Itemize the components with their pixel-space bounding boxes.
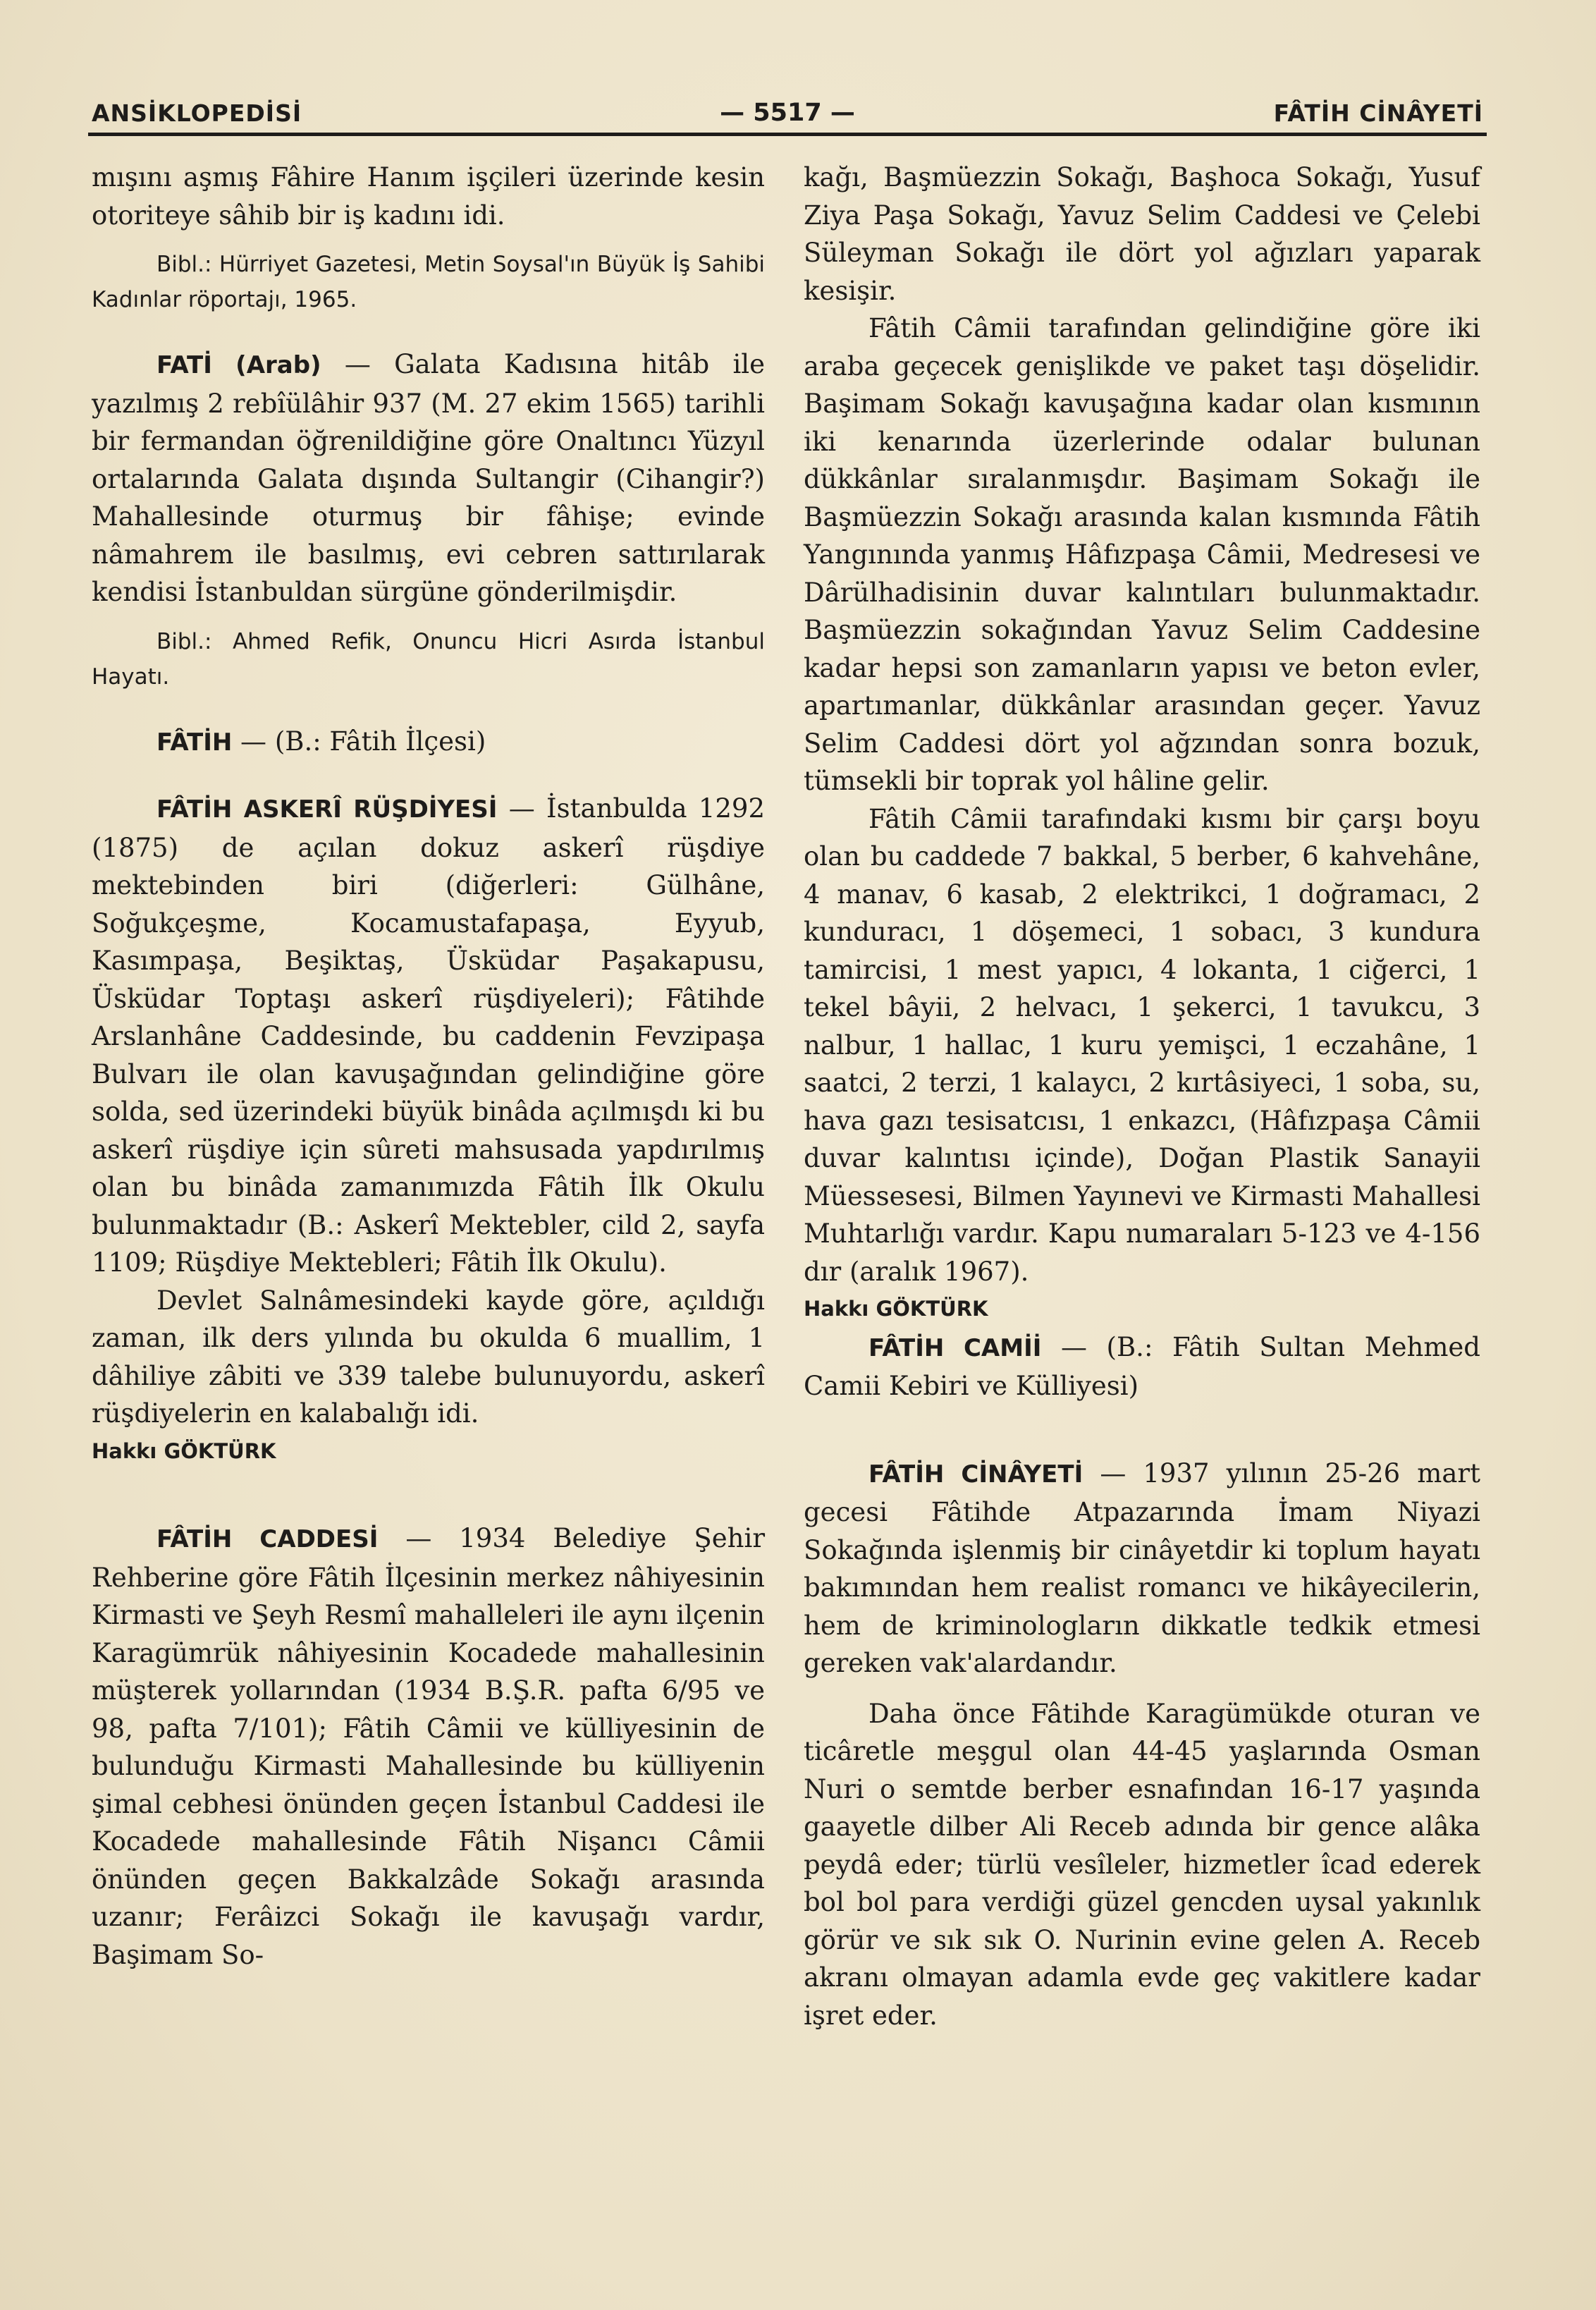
page-header <box>92 76 1483 133</box>
entry-title-cinayet: FÂTİH CİNÂYETİ <box>868 1460 1084 1489</box>
signature-2: Hakkı GÖKTÜRK <box>804 1297 988 1321</box>
entry-title-fati: FATİ (Arab) <box>156 351 321 379</box>
cadde-paragraph-3: Fâtih Câmii tarafındaki kısmı bir çarşı boyu olan bu caddede 7 bakkal, 5 berber, 6 kahvehâne, 4 manav, 6 kasab, 2 elektrikci, 1 doğramacı, 2 kunduracı, 1 döşemeci, 1 sobacı, 3 kundura tamircisi, 1 mest yapıcı, 4 lokanta, 1 ciğerci, 1 tekel bâyii, 2 helvacı, 1 şekerci, 1 tavukcu, 3 nalbur, 1 hallac, 1 kuru yemişci, 1 eczahâne, 1 saatci, 2 terzi, 1 kalaycı, 2 kırtâsiyeci, 1 soba, su, hava gazı tesisatcısı, 1 enkazcı, (Hâfızpaşa Câmii duvar kalıntısı içinde), Doğan Plastik Sanayii Müessesesi, Bilmen Yayınevi ve Kirmasti Mahallesi Muhtarlığı vardır. Kapu numaraları 5-123 ve 4-156 dır (aralık 1967). <box>804 803 1480 1287</box>
entry-title-cadde: FÂTİH CADDESİ <box>156 1525 379 1553</box>
entry-fatih <box>92 723 765 762</box>
cadde-paragraph-2: Fâtih Câmii tarafından gelindiğine göre iki araba geçecek genişlikde ve paket taşı döşelidir. Başimam Sokağı kavuşağına kadar olan kısmının iki kenarında üzerlerinde odalar bulunan dükkânlar sıralanmışdır. Başimam Sokağı ile Başmüezzin Sokağı arasında kalan kısmında Fâtih Yangınında yanmış Hâfızpaşa Câmii, Medresesi ve Dârülhadisinin duvar kalıntıları bulunmaktadır. Başmüezzin sokağından Yavuz Selim Caddesine kadar hepsi son zamanların yapısı ve beton evler, apartımanlar, dükkânlar arasından geçer. Yavuz Selim Caddesi dört yol ağzından sonra bozuk, tümsekli bir toprak yol hâline gelir. <box>804 313 1480 796</box>
entry-text-fati: — Galata Kadısına hitâb ile yazılmış 2 rebîülâhir 937 (M. 27 ekim 1565) tarihli bir fermandan öğrenildiğine göre Onaltıncı Yüzyıl ortalarında Galata dışında Sultangir (Cihangir?) Mahallesinde oturmuş bir fâhişe; evinde nâmahrem ile basılmış, evi cebren sattırılarak kendisi İstanbuldan sürgüne gönderilmişdir. <box>92 349 766 607</box>
cadde-continued: kağı, Başmüezzin Sokağı, Başhoca Sokağı, Yusuf Ziya Paşa Sokağı, Yavuz Selim Caddesi ve Çelebi Süleyman Sokağı ile dört yol ağızları yaparak kesişir. <box>804 162 1480 306</box>
header-rule <box>88 133 1487 136</box>
running-head-right: FÂTİH CİNÂYETİ <box>1273 99 1483 127</box>
entry-text-cadde: — 1934 Belediye Şehir Rehberine göre Fâtih İlçesinin merkez nâhiyesinin Kirmasti ve Şeyh Resmî mahalleleri ile aynı ilçenin Karagümrük nâhiyesinin Kocadede mahallesinin müşterek yollarından (1934 B.Ş.R. pafta 6/95 ve 98, pafta 7/101); Fâtih Câmii ve külliyesinin de bulunduğu Kirmasti Mahallesinde bu külliyenin şimal cebhesi önünden geçen İstanbul Caddesi ile Kocadede mahallesinde Fâtih Nişancı Câmii önünden geçen Bakkalzâde Sokağı arasında uzanır; Ferâizci Sokağı ile kavuşağı vardır, Başimam So- <box>92 1523 766 1970</box>
right-column <box>804 159 1480 2034</box>
entry-text-fatih: — (B.: Fâtih İlçesi) <box>232 726 486 757</box>
entry-title-rusdiye: FÂTİH ASKERÎ RÜŞDİYESİ <box>156 795 498 824</box>
paragraph-continued: mışını aşmış Fâhire Hanım işçileri üzerinde kesin otoriteye sâhib bir iş kadını idi. <box>92 162 765 231</box>
bibliography-1: Bibl.: Hürriyet Gazetesi, Metin Soysal'ın Büyük İş Sahibi Kadınlar röportajı, 1965. <box>92 252 765 312</box>
entry-cadde <box>92 1520 765 1974</box>
entry-title-fatih: FÂTİH <box>156 728 233 757</box>
entry-text-rusdiye: — İstanbulda 1292 (1875) de açılan dokuz askerî rüşdiye mektebinden biri (diğerleri: Gülhâne, Soğukçeşme, Kocamustafapaşa, Eyyub, Kasımpaşa, Beşiktaş, Üsküdar Paşakapusu, Üsküdar Toptaşı askerî rüşdiyeleri); Fâtihde Arslanhâne Caddesinde, bu caddenin Fevzipaşa Bulvarı ile olan kavuşağından gelindiğine göre solda, sed üzerindeki büyük binâda açılmışdı ki bu askerî rüşdiye için sûreti mahsusada yapdırılmış olan bu binâda zamanımızda Fâtih İlk Okulu bulunmaktadır (B.: Askerî Mektebler, cild 2, sayfa 1109; Rüşdiye Mektebleri; Fâtih İlk Okulu). <box>92 793 765 1278</box>
entry-title-camii: FÂTİH CAMİİ <box>868 1333 1042 1362</box>
bibliography-2: Bibl.: Ahmed Refik, Onuncu Hicri Asırda İstanbul Hayatı. <box>92 628 765 690</box>
signature-1: Hakkı GÖKTÜRK <box>92 1438 276 1463</box>
page-number: — 5517 — <box>720 99 855 127</box>
entry-text-camii: — (B.: Fâtih Sultan Mehmed Camii Kebiri ve Külliyesi) <box>804 1331 1480 1401</box>
entry-rusdiye <box>92 790 765 1282</box>
left-column <box>92 159 765 1974</box>
entry-camii <box>804 1328 1480 1405</box>
cinayet-paragraph-2: Daha önce Fâtihde Karagümükde oturan ve ticâretle meşgul olan 44-45 yaşlarında Osman Nuri o semtde berber esnafından 16-17 yaşında gaayetle dilber Ali Receb adında bir gence alâka peydâ eder; türlü vesîleler, hizmetler îcad ederek bol bol para verdiği güzel gencden uysal yakınlık görür ve sık sık O. Nurinin evine gelen A. Receb akranı olmayan adamla evde geç vakitlere kadar işret eder. <box>804 1698 1480 2031</box>
entry-text-cinayet: — 1937 yılının 25-26 mart gecesi Fâtihde Atpazarında İmam Niyazi Sokağında işlenmiş bir cinâyetdir ki toplum hayatı bakımından hem realist romancı ve hikâyecilerin, hem de kriminologların dikkatle tedkik etmesi gereken vak'alardandır. <box>804 1458 1480 1678</box>
entry-cinayet <box>804 1455 1480 1682</box>
running-head-left: ANSİKLOPEDİSİ <box>92 99 302 127</box>
entry-rusdiye-paragraph-2: Devlet Salnâmesindeki kayde göre, açıldığı zaman, ilk ders yılında bu okulda 6 muallim, 1 dâhiliye zâbiti ve 339 talebe bulunuyordu, askerî rüşdiyelerin en kalabalığı idi. <box>92 1285 765 1429</box>
entry-fati <box>92 346 765 611</box>
